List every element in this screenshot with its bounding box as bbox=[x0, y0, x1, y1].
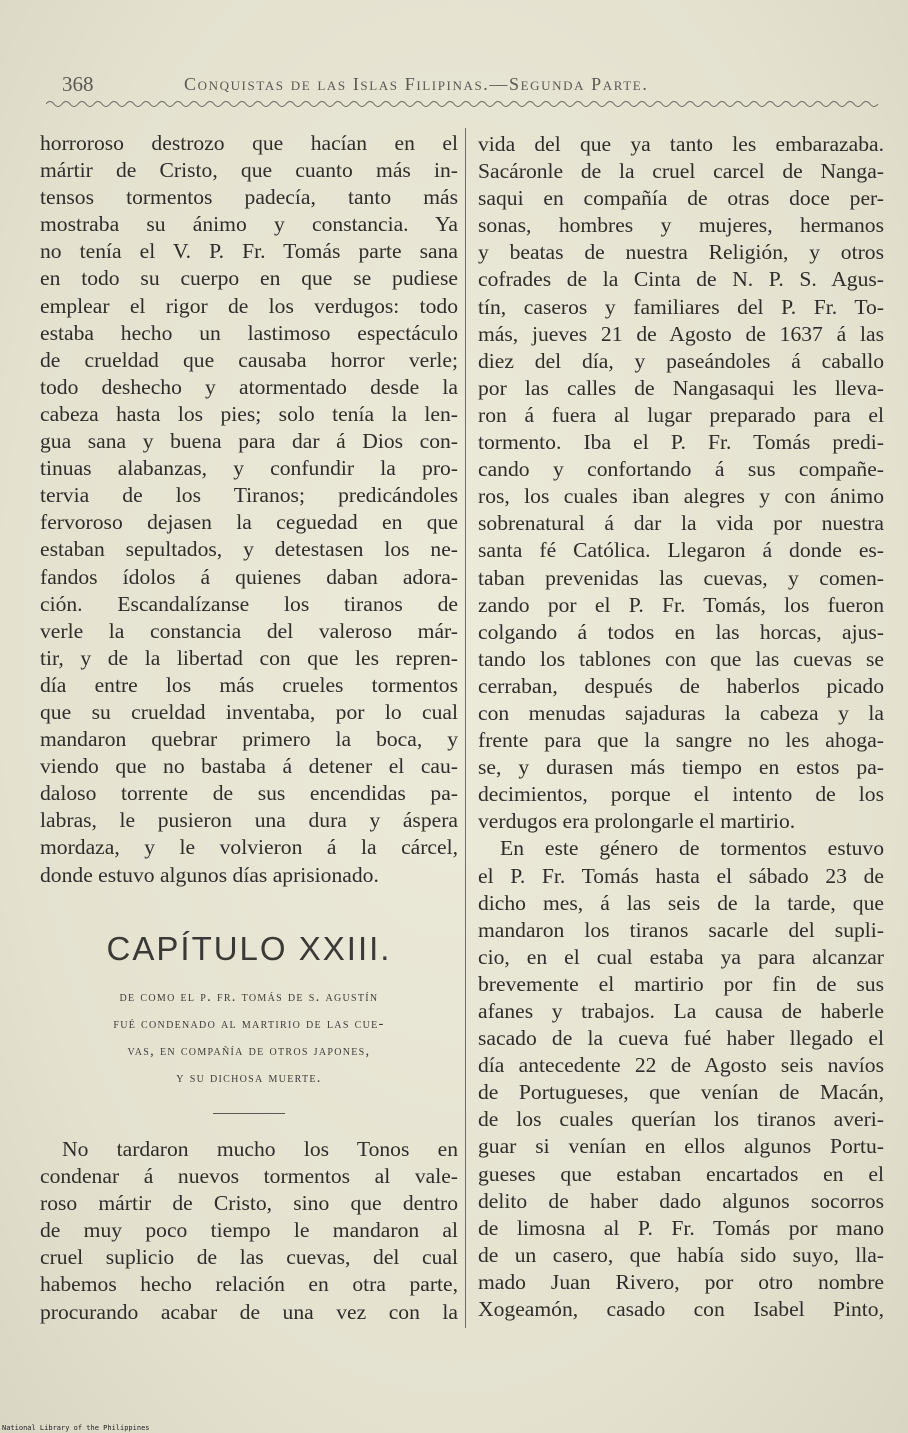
text-line: más, jueves 21 de Agosto de 1637 á las bbox=[478, 321, 884, 346]
text-line: tinuas alabanzas, y confundir la pro- bbox=[40, 456, 458, 481]
text-line: Sacáronle de la cruel carcel de Nanga- bbox=[478, 159, 884, 184]
text-line: tín, caseros y familiares del P. Fr. To- bbox=[478, 294, 884, 319]
text-line: Xogeamón, casado con Isabel Pinto, bbox=[478, 1297, 884, 1322]
text-line: dicho mes, á las seis de la tarde, que bbox=[478, 890, 884, 915]
text-line: en todo su cuerpo en que se pudiese bbox=[40, 266, 458, 291]
text-line: guar si venían en ellos algunos Portu- bbox=[478, 1134, 884, 1159]
library-credit: National Library of the Philippines bbox=[2, 1424, 150, 1432]
text-line: sonas, hombres y mujeres, hermanos bbox=[478, 213, 884, 238]
text-line: el P. Fr. Tomás hasta el sábado 23 de bbox=[478, 863, 884, 888]
text-line: cio, en el cual estaba ya para alcanzar bbox=[478, 944, 884, 969]
text-line: estaban sepultados, y detestasen los ne- bbox=[40, 537, 458, 562]
text-line: día antecedente 22 de Agosto seis navíos bbox=[478, 1053, 884, 1078]
text-line: roso mártir de Cristo, sino que dentro bbox=[40, 1191, 458, 1216]
text-line: habemos hecho relación en otra parte, bbox=[40, 1272, 458, 1297]
header-ornamental-rule bbox=[46, 98, 882, 110]
text-line: mostraba su ánimo y constancia. Ya bbox=[40, 212, 458, 237]
text-line: condenar á nuevos tormentos al vale- bbox=[40, 1164, 458, 1189]
text-line: tensos tormentos padecía, tanto más bbox=[40, 185, 458, 210]
text-line: cruel suplicio de las cuevas, del cual bbox=[40, 1245, 458, 1270]
chapter-summary-line: de como el p. fr. tomás de s. agustín bbox=[119, 989, 379, 1005]
text-line: horroroso destrozo que hacían en el bbox=[40, 131, 458, 155]
text-line: donde estuvo algunos días aprisionado. bbox=[40, 862, 379, 887]
text-line: gua sana y buena para dar á Dios con- bbox=[40, 429, 458, 454]
text-line: cabeza hasta los pies; solo tenía la len- bbox=[40, 401, 458, 426]
text-line: ron á fuera al lugar preparado para el bbox=[478, 402, 884, 427]
running-title: Conquistas de las Islas Filipinas.—Segunda Parte. bbox=[184, 74, 649, 94]
text-line: por las calles de Nangasaqui les lleva- bbox=[478, 375, 884, 400]
text-line: saqui en compañía de otras doce per- bbox=[478, 186, 884, 211]
chapter-body bbox=[40, 1136, 458, 1326]
left-column bbox=[40, 130, 458, 889]
text-line: cando y confortando á sus compañe- bbox=[478, 457, 884, 482]
text-line: que su crueldad inventaba, por lo cual bbox=[40, 699, 458, 724]
text-line: no tenía el V. P. Fr. Tomás parte sana bbox=[40, 239, 458, 264]
text-line: zando por el P. Fr. Tomás, los fueron bbox=[478, 592, 884, 617]
page-number: 368 bbox=[62, 72, 94, 96]
text-line: todo deshecho y atormentado desde la bbox=[40, 374, 458, 399]
text-line: cerraban, después de haberlos picado bbox=[478, 673, 884, 698]
chapter-title: CAPÍTULO XXIII. bbox=[106, 930, 392, 967]
text-line: mandaron los tiranos sacarle del supli- bbox=[478, 917, 884, 942]
text-line: ción. Escandalízanse los tiranos de bbox=[40, 591, 458, 616]
text-line: fervoroso dejasen la ceguedad en que bbox=[40, 510, 458, 535]
text-line: tervia de los Tiranos; predicándoles bbox=[40, 483, 458, 508]
text-line: día entre los más crueles tormentos bbox=[40, 672, 458, 697]
text-line: No tardaron mucho los Tonos en bbox=[62, 1137, 458, 1161]
text-line: mártir de Cristo, que cuanto más in- bbox=[40, 158, 458, 183]
text-line: con menudas sajaduras la cabeza y la bbox=[478, 700, 884, 725]
text-line: labras, le pusieron una dura y áspera bbox=[40, 808, 458, 833]
text-line: vida del que ya tanto les embarazaba. bbox=[478, 132, 884, 156]
text-line: daloso torrente de sus encendidas pa- bbox=[40, 781, 458, 806]
text-line: colgando á todos en las horcas, ajus- bbox=[478, 619, 884, 644]
text-line: de limosna al P. Fr. Tomás por mano bbox=[478, 1215, 884, 1240]
text-line: verdugos era prolongarle el martirio. bbox=[478, 809, 796, 834]
text-line: y beatas de nuestra Religión, y otros bbox=[478, 240, 884, 265]
text-line: santa fé Católica. Llegaron á donde es- bbox=[478, 538, 884, 563]
chapter-summary bbox=[40, 984, 458, 1092]
text-line: de Portugueses, que venían de Macán, bbox=[478, 1080, 884, 1105]
text-line: decimientos, porque el intento de los bbox=[478, 782, 884, 807]
text-line: ros, los cuales iban alegres y con ánimo bbox=[478, 484, 884, 509]
text-line: mado Juan Rivero, por otro nombre bbox=[478, 1269, 884, 1294]
text-line: mordaza, y le volvieron á la cárcel, bbox=[40, 835, 458, 860]
text-line: tormento. Iba el P. Fr. Tomás predi- bbox=[478, 430, 884, 455]
text-line: brevemente el martirio por fin de sus bbox=[478, 971, 884, 996]
chapter-summary-line: vas, en compañía de otros japones, bbox=[127, 1043, 371, 1059]
text-line: de muy poco tiempo le mandaron al bbox=[40, 1218, 458, 1243]
text-line: mandaron quebrar primero la boca, y bbox=[40, 727, 458, 752]
text-line: sacado de la cueva fué haber llegado el bbox=[478, 1026, 884, 1051]
text-line: afanes y trabajos. La causa de haberle bbox=[478, 999, 884, 1023]
text-line: de los cuales querían los tiranos averi- bbox=[478, 1107, 884, 1132]
text-line: emplear el rigor de los verdugos: todo bbox=[40, 293, 458, 318]
text-line: gueses que estaban encartados en el bbox=[478, 1161, 884, 1186]
chapter-summary-line: fué condenado al martirio de las cue- bbox=[113, 1016, 385, 1032]
chapter-rule bbox=[213, 1113, 285, 1114]
text-line: de un casero, que había sido suyo, lla- bbox=[478, 1242, 884, 1267]
text-line: fandos ídolos á quienes daban adora- bbox=[40, 564, 458, 589]
text-line: frente para que la sangre no les ahoga- bbox=[478, 728, 884, 753]
text-line: verle la constancia del valeroso már- bbox=[40, 618, 458, 643]
text-line: cofrades de la Cinta de N. P. S. Agus- bbox=[478, 267, 884, 292]
right-column bbox=[478, 131, 884, 1323]
chapter-summary-line: y su dichosa muerte. bbox=[176, 1070, 322, 1086]
text-line: procurando acabar de una vez con la bbox=[40, 1299, 458, 1324]
text-line: tir, y de la libertad con que les repren- bbox=[40, 645, 458, 670]
text-line: viendo que no bastaba á detener el cau- bbox=[40, 754, 458, 779]
text-line: estaba hecho un lastimoso espectáculo bbox=[40, 320, 458, 345]
text-line: de crueldad que causaba horror verle; bbox=[40, 347, 458, 372]
text-line: sobrenatural á dar la vida por nuestra bbox=[478, 511, 884, 536]
text-line: taban prevenidas las cuevas, y comen- bbox=[478, 565, 884, 590]
text-line: En este género de tormentos estuvo bbox=[500, 836, 884, 861]
text-line: tando los tablones con que las cuevas se bbox=[478, 646, 884, 671]
text-line: delito de haber dado algunos socorros bbox=[478, 1188, 884, 1213]
text-line: se, y durasen más tiempo en estos pa- bbox=[478, 755, 884, 780]
text-line: diez del día, y paseándoles á caballo bbox=[478, 348, 884, 373]
column-divider bbox=[465, 128, 466, 1328]
